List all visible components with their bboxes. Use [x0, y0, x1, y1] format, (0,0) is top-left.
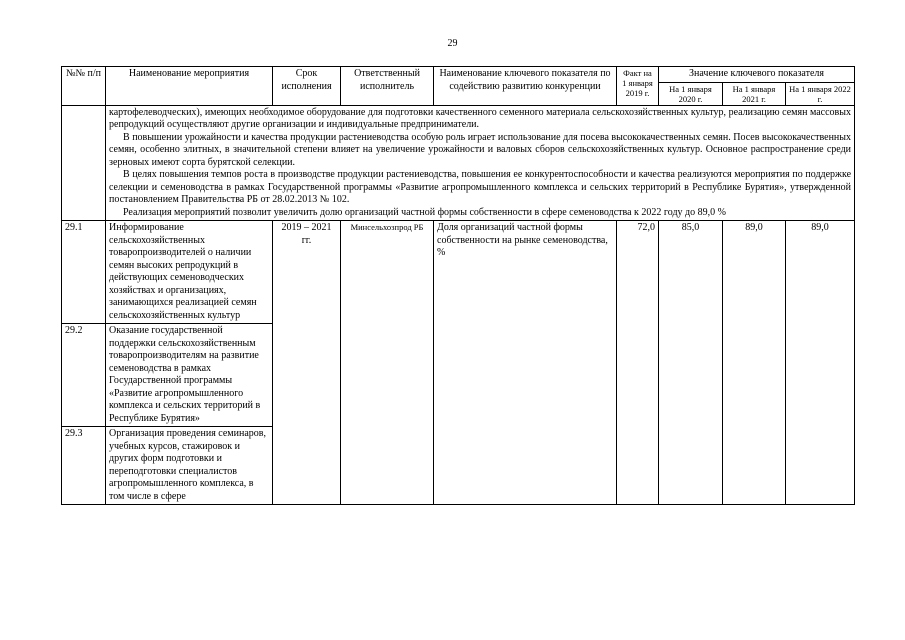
header-measure-name: Наименование мероприятия [106, 67, 273, 106]
header-indicator: Наименование ключевого показателя по содействию развитию конкуренции [434, 67, 617, 106]
measure-name: Оказание государственной поддержки сельскохозяйственным товаропроизводителям на развитие семеноводства в рамках Государственной программы «Развитие агропромышленного комплекса и сельских территорий в Республике Бурятия» [106, 324, 273, 427]
narrative-spacer [62, 105, 106, 221]
table-row [62, 221, 855, 324]
header-fact: Факт на 1 января 2019 г. [617, 67, 659, 106]
header-num: №№ п/п [62, 67, 106, 106]
narrative-paragraph: картофелеводческих), имеющих необходимое оборудование для подготовки качественного семенного материала сельскохозяйственных культур, реализацию семян массовых репродукций осуществляют другие организации и индивидуальные предприниматели. [109, 106, 852, 130]
header-2021: На 1 января 2021 г. [723, 82, 786, 105]
measures-table [61, 66, 855, 505]
row-num: 29.2 [62, 324, 106, 427]
header-2022: На 1 января 2022 г. [786, 82, 855, 105]
measure-name: Организация проведения семинаров, учебных курсов, стажировок и других форм подготовки и переподготовки специалистов агропромышленного комплекса, в том числе в сфере [106, 427, 273, 505]
narrative-paragraph: В повышении урожайности и качества продукции растениеводства особую роль играет использование для посева высококачественных семян. Посев высококачественных семян, особенно элитных, в значительной степени влияет на увеличение урожайности и валовых сборов сельскохозяйственных культур. Основное распространение среди зерновых имеют сорта бурятской селекции. [109, 131, 852, 168]
row-num: 29.1 [62, 221, 106, 324]
header-responsible: Ответственный исполнитель [341, 67, 434, 106]
measure-term: 2019 – 2021 гг. [273, 221, 341, 505]
value-2021: 89,0 [723, 221, 786, 505]
narrative-row [62, 105, 855, 221]
fact-value: 72,0 [617, 221, 659, 505]
measure-responsible: Минсельхозпрод РБ [341, 221, 434, 505]
indicator-name: Доля организаций частной формы собственности на рынке семеноводства, % [434, 221, 617, 505]
row-num: 29.3 [62, 427, 106, 505]
header-row-1 [62, 67, 855, 83]
header-term: Срок исполнения [273, 67, 341, 106]
narrative-text [106, 105, 855, 221]
header-2020: На 1 января 2020 г. [659, 82, 723, 105]
measure-name: Информирование сельскохозяйственных товаропроизводителей о наличии семян высоких репродукций в действующих семеноводческих хозяйствах и организациях, занимающихся реализацией семян сельскохозяйственных культур [106, 221, 273, 324]
narrative-paragraph: Реализация мероприятий позволит увеличить долю организаций частной формы собственности в сфере семеноводства к 2022 году до 89,0 % [123, 206, 726, 218]
narrative-paragraph: В целях повышения темпов роста в производстве продукции растениеводства, повышения ее конкурентоспособности и качества реализуются мероприятия по поддержке селекции и семеноводства в рамках Государственной программы «Развитие агропромышленного комплекса и сельских территорий в Республике Бурятия», утвержденной постановлением Правительства РБ от 28.02.2013 № 102. [109, 169, 852, 205]
page-number: 29 [447, 38, 458, 49]
header-value-group: Значение ключевого показателя [659, 67, 855, 83]
value-2022: 89,0 [786, 221, 855, 505]
value-2020: 85,0 [659, 221, 723, 505]
